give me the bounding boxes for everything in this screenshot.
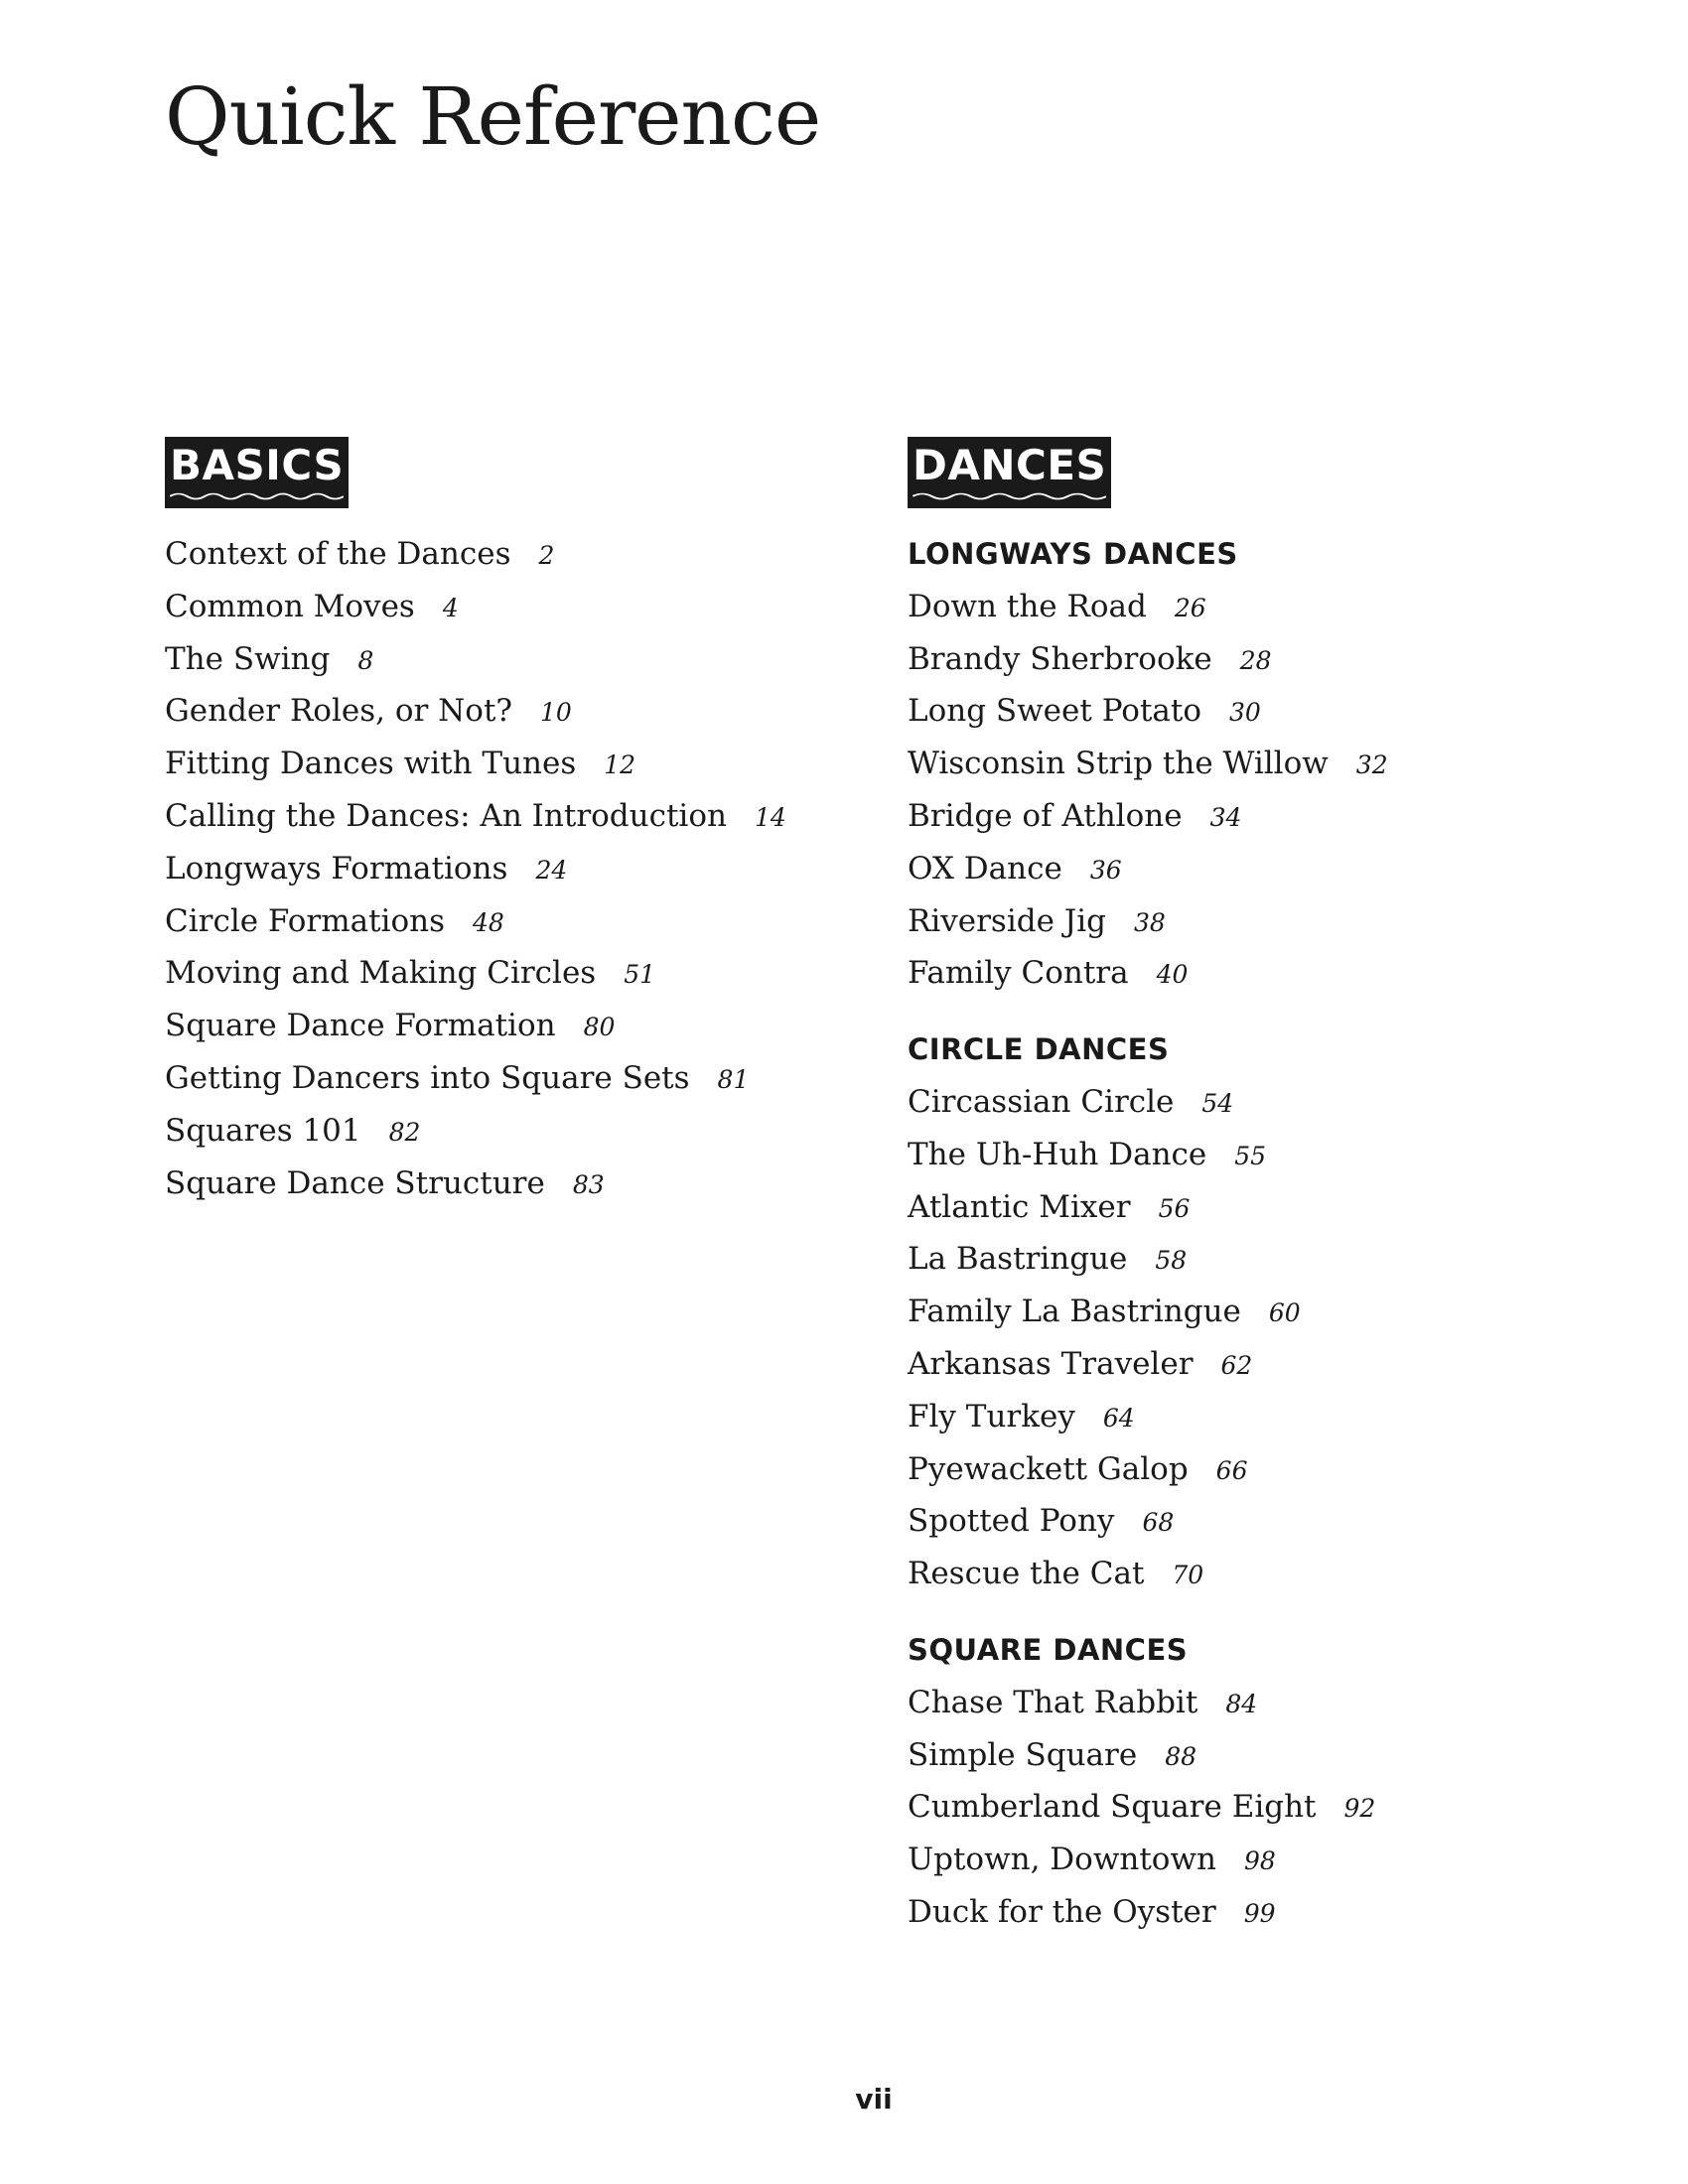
entry-page-number: 32	[1355, 751, 1388, 780]
entry-page-number: 99	[1243, 1898, 1276, 1928]
toc-entry	[165, 738, 860, 790]
entry-page-number: 36	[1089, 855, 1122, 885]
toc-entry	[908, 581, 1603, 633]
circle-dances-heading: CIRCLE DANCES	[908, 1032, 1170, 1067]
toc-entry	[908, 1729, 1603, 1782]
entry-page-number: 92	[1343, 1794, 1376, 1824]
entry-title: Calling the Dances: An Introduction	[165, 797, 727, 834]
basics-column	[165, 437, 860, 1209]
longways-dances-heading: LONGWAYS DANCES	[908, 537, 1238, 571]
toc-entry	[908, 790, 1603, 843]
basics-heading-badge	[165, 437, 349, 508]
toc-entry	[908, 1338, 1603, 1391]
entry-page-number: 62	[1220, 1350, 1253, 1380]
entry-page-number: 2	[538, 541, 555, 570]
square-dances-group	[908, 1624, 1603, 1939]
entry-title: Pyewackett Galop	[908, 1450, 1189, 1487]
toc-entry	[165, 581, 860, 633]
entry-title: Chase That Rabbit	[908, 1684, 1198, 1720]
toc-entry	[908, 1391, 1603, 1443]
basics-heading: BASICS	[170, 441, 345, 489]
toc-entry	[908, 1834, 1603, 1886]
entry-page-number: 83	[572, 1169, 605, 1199]
toc-entry	[165, 685, 860, 738]
toc-entry	[908, 1181, 1603, 1234]
entry-title: Uptown, Downtown	[908, 1842, 1216, 1878]
entry-page-number: 14	[754, 802, 786, 832]
entry-page-number: 68	[1142, 1508, 1175, 1538]
entry-page-number: 70	[1172, 1561, 1204, 1590]
circle-dances-list	[908, 1076, 1603, 1600]
toc-entry	[908, 1677, 1603, 1729]
entry-page-number: 88	[1165, 1741, 1197, 1771]
entry-page-number: 60	[1268, 1298, 1301, 1328]
entry-page-number: 80	[583, 1013, 616, 1042]
toc-entry	[908, 1495, 1603, 1548]
entry-title: Duck for the Oyster	[908, 1893, 1216, 1930]
toc-entry	[908, 947, 1603, 1000]
entry-page-number: 56	[1158, 1193, 1191, 1223]
entry-page-number: 82	[388, 1117, 421, 1147]
entry-page-number: 10	[540, 698, 572, 728]
entry-title: Down the Road	[908, 588, 1147, 624]
entry-page-number: 24	[535, 855, 568, 885]
entry-title: Simple Square	[908, 1736, 1138, 1773]
toc-entry	[908, 895, 1603, 948]
toc-entry	[908, 685, 1603, 738]
entry-page-number: 30	[1229, 698, 1261, 728]
toc-entry	[165, 528, 860, 581]
toc-entry	[908, 1781, 1603, 1834]
dances-heading: DANCES	[913, 441, 1107, 489]
square-dances-heading: SQUARE DANCES	[908, 1632, 1189, 1667]
entry-title: Spotted Pony	[908, 1503, 1115, 1540]
entry-title: Bridge of Athlone	[908, 797, 1183, 834]
wave-rule-icon	[913, 490, 1106, 502]
toc-entry	[165, 895, 860, 948]
dances-column	[908, 437, 1603, 1939]
entry-title: Circle Formations	[165, 902, 446, 939]
entry-page-number: 26	[1174, 593, 1206, 622]
square-dances-list	[908, 1677, 1603, 1939]
entry-title: Getting Dancers into Square Sets	[165, 1059, 690, 1096]
entry-title: Moving and Making Circles	[165, 955, 597, 992]
entry-page-number: 51	[624, 960, 656, 990]
entry-title: Longways Formations	[165, 850, 508, 887]
toc-entry	[165, 790, 860, 843]
entry-title: Riverside Jig	[908, 902, 1106, 939]
basics-list	[165, 528, 860, 1209]
toc-entry	[908, 1076, 1603, 1129]
entry-title: La Bastringue	[908, 1241, 1128, 1278]
entry-page-number: 64	[1102, 1403, 1135, 1433]
entry-title: Family Contra	[908, 955, 1129, 992]
toc-entry	[908, 1548, 1603, 1600]
page-number: vii	[855, 2083, 893, 2116]
toc-entry	[908, 1129, 1603, 1181]
toc-entry	[908, 1443, 1603, 1496]
entry-title: Fly Turkey	[908, 1398, 1075, 1434]
entry-page-number: 81	[717, 1064, 750, 1094]
toc-entry	[908, 738, 1603, 790]
toc-entry	[908, 1286, 1603, 1338]
entry-title: Family La Bastringue	[908, 1294, 1241, 1330]
toc-entry	[165, 1000, 860, 1052]
entry-page-number: 34	[1209, 802, 1242, 832]
entry-title: Squares 101	[165, 1112, 361, 1149]
entry-page-number: 28	[1239, 645, 1272, 675]
entry-title: OX Dance	[908, 850, 1062, 887]
entry-title: Brandy Sherbrooke	[908, 640, 1212, 677]
entry-page-number: 4	[442, 593, 459, 622]
wave-rule-icon	[170, 490, 344, 502]
toc-entry	[165, 1052, 860, 1105]
dances-heading-badge	[908, 437, 1111, 508]
entry-title: Cumberland Square Eight	[908, 1789, 1317, 1826]
entry-title: Square Dance Structure	[165, 1164, 545, 1201]
entry-page-number: 8	[357, 645, 374, 675]
entry-title: Gender Roles, or Not?	[165, 693, 513, 730]
entry-page-number: 12	[604, 751, 636, 780]
entry-title: Context of the Dances	[165, 536, 511, 572]
toc-entry	[908, 1886, 1603, 1939]
entry-page-number: 40	[1156, 960, 1189, 990]
entry-page-number: 54	[1201, 1088, 1234, 1118]
toc-entry	[165, 1158, 860, 1210]
entry-page-number: 84	[1225, 1689, 1258, 1718]
entry-title: Arkansas Traveler	[908, 1345, 1194, 1382]
entry-title: Circassian Circle	[908, 1083, 1175, 1120]
toc-entry	[908, 633, 1603, 686]
circle-dances-group	[908, 1024, 1603, 1600]
entry-page-number: 98	[1243, 1846, 1276, 1876]
entry-title: Square Dance Formation	[165, 1008, 556, 1044]
entry-title: Long Sweet Potato	[908, 693, 1202, 730]
toc-entry	[165, 947, 860, 1000]
toc-entry	[908, 843, 1603, 895]
entry-title: Rescue the Cat	[908, 1556, 1145, 1592]
entry-title: Atlantic Mixer	[908, 1188, 1131, 1225]
toc-entry	[908, 1233, 1603, 1286]
entry-page-number: 58	[1155, 1246, 1188, 1276]
entry-page-number: 66	[1215, 1455, 1248, 1485]
toc-entry	[165, 843, 860, 895]
entry-title: The Swing	[165, 640, 331, 677]
toc-entry	[165, 1105, 860, 1158]
entry-title: Fitting Dances with Tunes	[165, 746, 577, 782]
entry-page-number: 55	[1234, 1141, 1267, 1170]
entry-page-number: 38	[1134, 907, 1166, 937]
entry-page-number: 48	[473, 907, 504, 937]
entry-title: Common Moves	[165, 588, 415, 624]
entry-title: Wisconsin Strip the Willow	[908, 746, 1329, 782]
toc-entry	[165, 633, 860, 686]
longways-dances-list	[908, 581, 1603, 1000]
page-title: Quick Reference	[165, 70, 821, 163]
longways-dances-group	[908, 528, 1603, 1000]
entry-title: The Uh-Huh Dance	[908, 1136, 1207, 1172]
